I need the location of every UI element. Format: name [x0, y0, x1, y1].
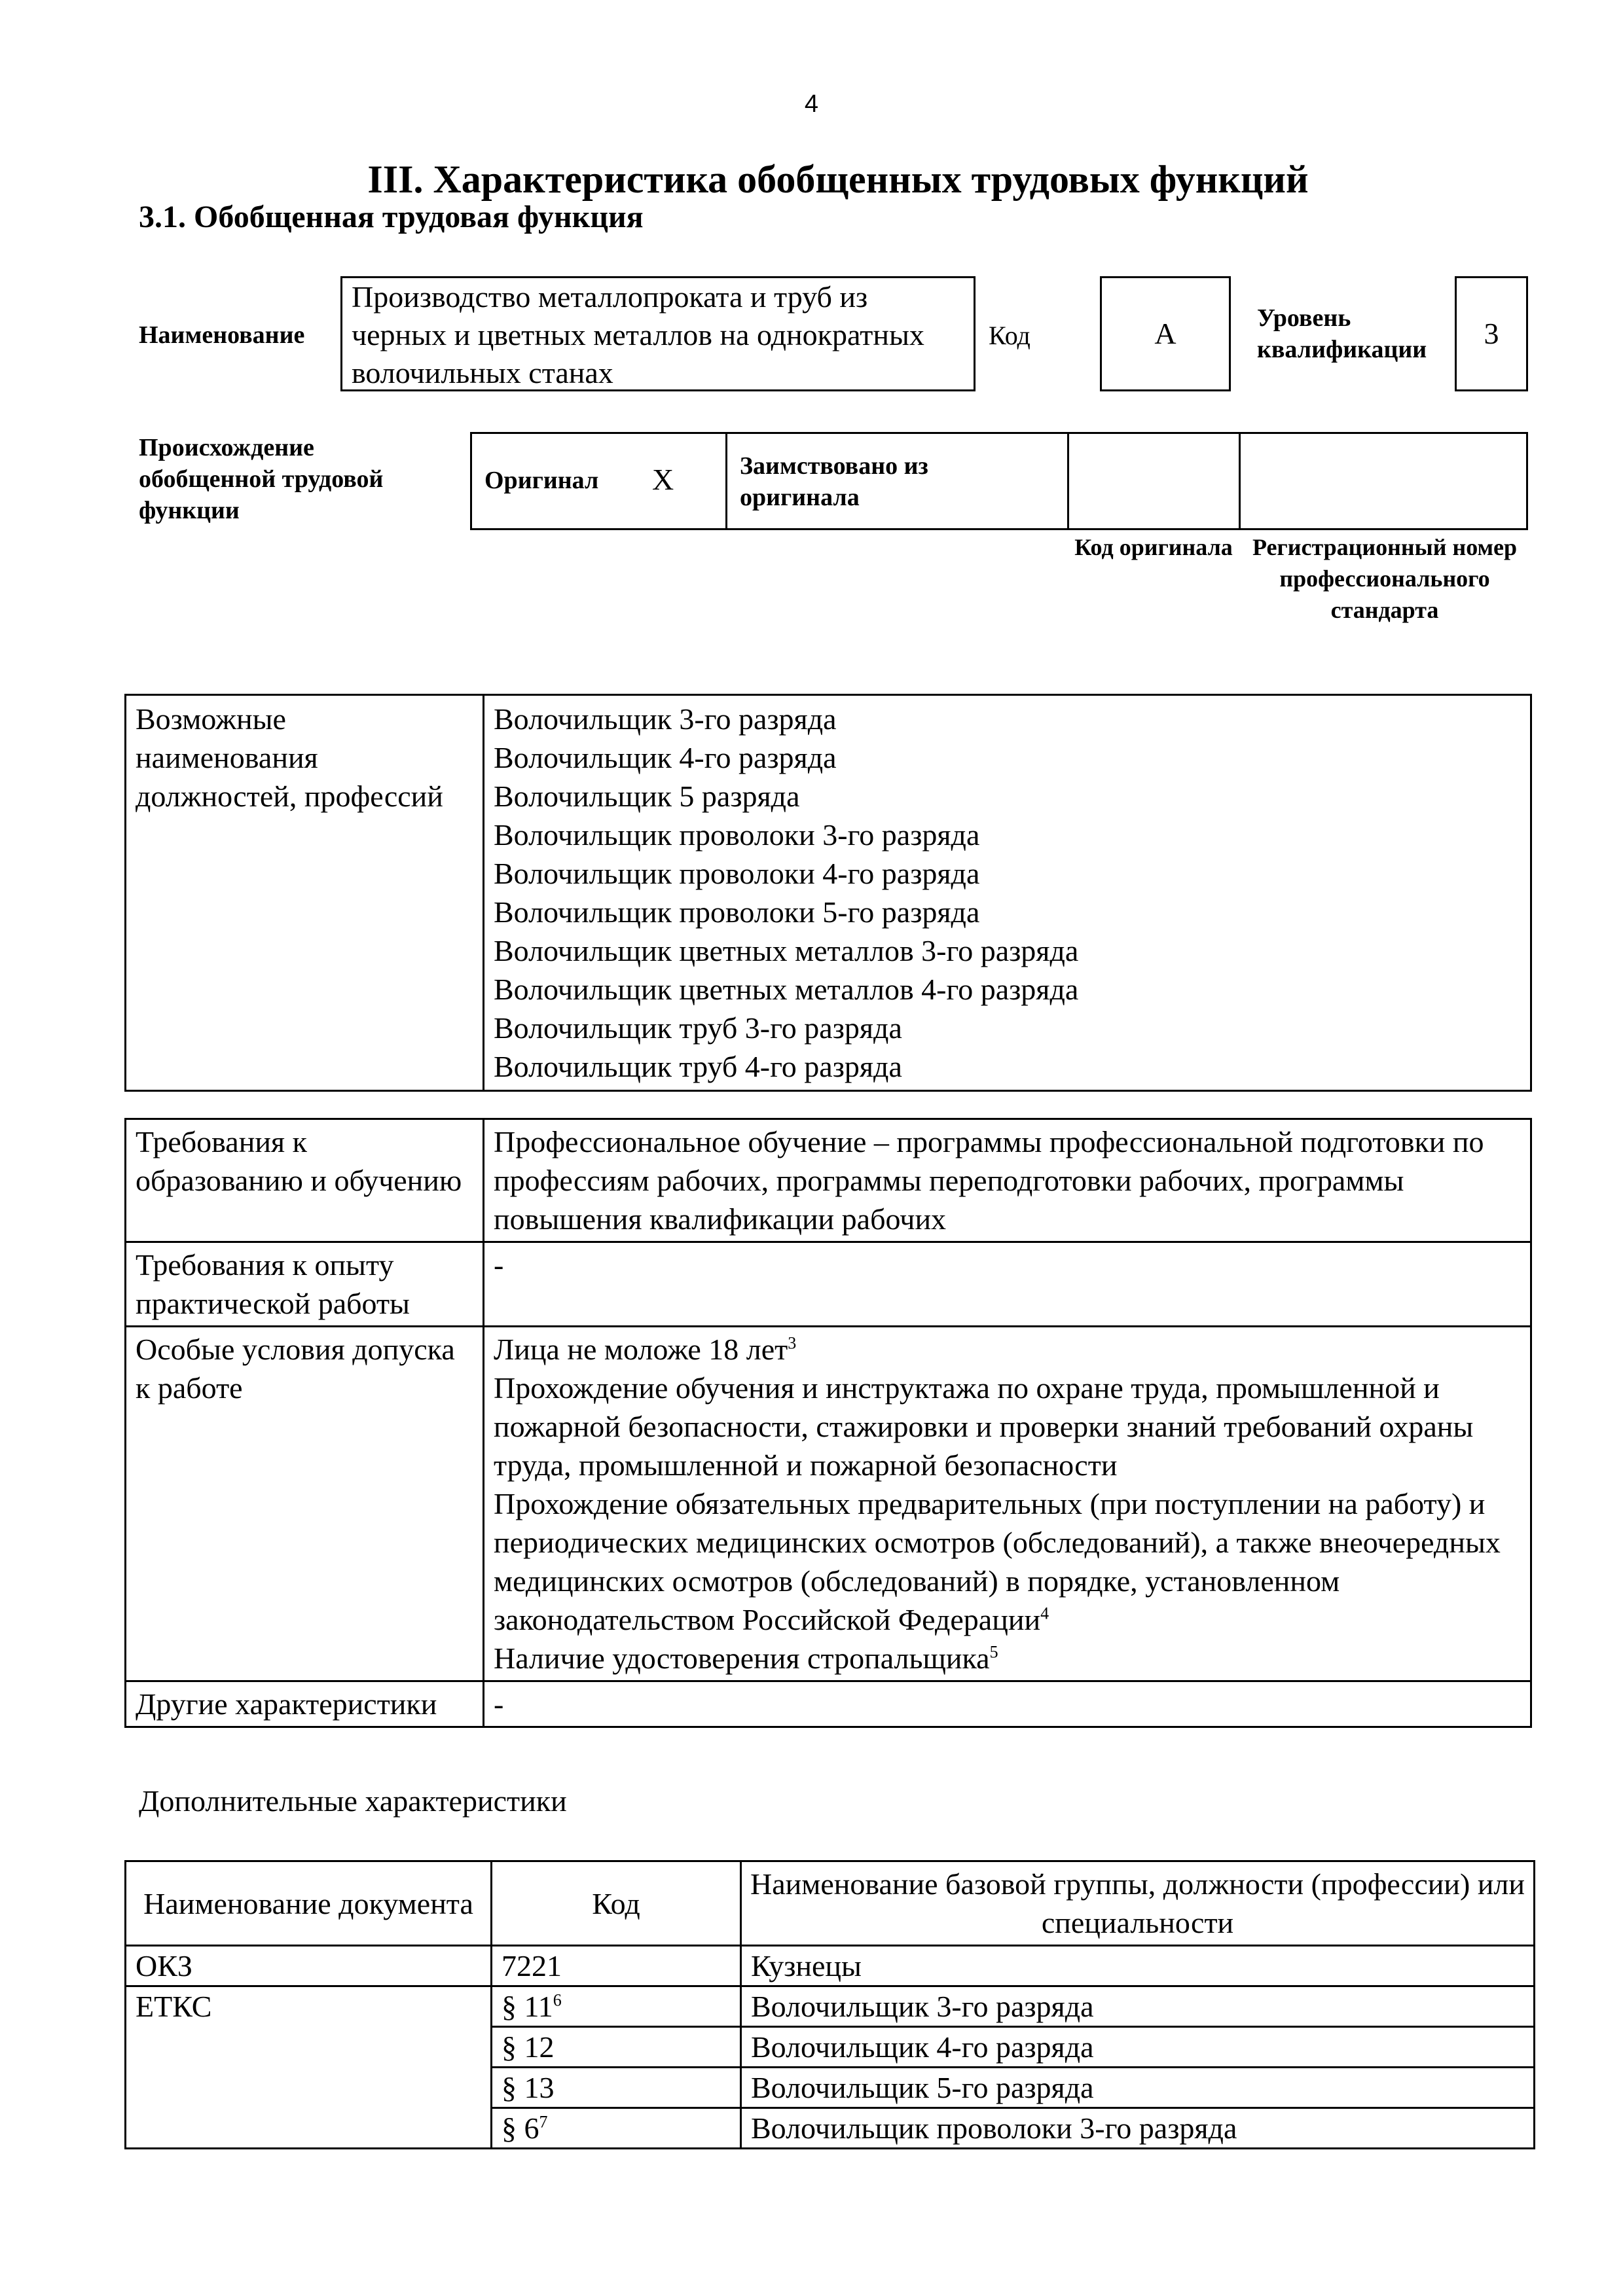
table-row	[126, 1681, 1531, 1727]
cell-code: § 13	[492, 2068, 741, 2108]
table-row	[126, 1242, 1531, 1327]
code-label: Код	[989, 321, 1030, 350]
header-name: Наименование базовой группы, должности (профессии) или специальности	[741, 1861, 1535, 1946]
name-value-box	[340, 276, 976, 391]
positions-label: Возможные наименования должностей, профессий	[126, 695, 484, 1091]
header-code: Код	[492, 1861, 741, 1946]
list-item: Волочильщик цветных металлов 4-го разряда	[494, 973, 1079, 1006]
reg-number-label: Регистрационный номер профессионального стандарта	[1252, 534, 1518, 623]
list-item: Волочильщик 3-го разряда	[494, 702, 837, 736]
original-label: Оригинал	[484, 467, 599, 494]
positions-table	[124, 694, 1532, 1092]
list-item: Волочильщик труб 3-го разряда	[494, 1011, 902, 1045]
cell-code: § $11^6$	[492, 1986, 741, 2027]
list-item: Прохождение обучения и инструктажа по охране труда, промышленной и пожарной безопасности, стажировки и проверки знаний требований охраны труда, промышленной и пожарной безопасности	[494, 1371, 1474, 1482]
experience-label: Требования к опыту практической работы	[126, 1242, 484, 1327]
conditions-list	[484, 1327, 1531, 1681]
table-row	[126, 1119, 1531, 1242]
original-mark: X	[652, 463, 674, 496]
origin-label: Происхождение обобщенной трудовой функции	[139, 434, 384, 524]
other-label: Другие характеристики	[126, 1681, 484, 1727]
table-row	[126, 1946, 1535, 1986]
additional-table	[124, 1860, 1535, 2149]
cell-name: Кузнецы	[741, 1946, 1535, 1986]
list-item: Волочильщик 5 разряда	[494, 780, 800, 813]
list-item: Волочильщик труб 4-го разряда	[494, 1050, 902, 1083]
other-value: -	[484, 1681, 1531, 1727]
level-label: Уровень квалификации	[1257, 304, 1427, 363]
cell-code: § 12	[492, 2027, 741, 2068]
cell-doc: ОКЗ	[126, 1946, 492, 1986]
list-item: Прохождение обязательных предварительных (при поступлении на работу) и периодических медицинских осмотров (обследований), а также внеочередных медицинских осмотров (обследований) в порядке, установленном законодательством Российской Федерации$^4$	[494, 1487, 1501, 1636]
page-number: 4	[804, 90, 819, 118]
experience-value: -	[484, 1242, 1531, 1327]
footnote-mark: 6	[553, 1990, 562, 2010]
code-original-label: Код оригинала	[1074, 534, 1233, 560]
origin-box	[470, 432, 1528, 530]
cell-name: Волочильщик 3-го разряда	[741, 1986, 1535, 2027]
name-label: Наименование	[139, 321, 305, 349]
list-item: Лица не моложе 18 лет$^3$	[494, 1333, 797, 1366]
table-header-row	[126, 1861, 1535, 1946]
cell-name: Волочильщик 4-го разряда	[741, 2027, 1535, 2068]
origin-divider-3	[1239, 432, 1241, 530]
footnote-mark: 7	[539, 2112, 548, 2132]
list-item: Наличие удостоверения стропальщика$^5$	[494, 1641, 998, 1675]
education-value: Профессиональное обучение – программы профессиональной подготовки по профессиям рабочих, программы переподготовки рабочих, программы повышения квалификации рабочих	[484, 1119, 1531, 1242]
conditions-label: Особые условия допуска к работе	[126, 1327, 484, 1681]
cell-name: Волочильщик проволоки 3-го разряда	[741, 2108, 1535, 2149]
additional-title: Дополнительные характеристики	[139, 1784, 567, 1818]
footnote-mark: 4	[1040, 1604, 1049, 1623]
table-row	[126, 1986, 1535, 2027]
footnote-mark: 3	[788, 1333, 797, 1353]
section-title: III. Характеристика обобщенных трудовых функций	[367, 158, 1309, 201]
origin-divider-1	[725, 432, 727, 530]
cell-code: § $6^7$	[492, 2108, 741, 2149]
list-item: Волочильщик проволоки 5-го разряда	[494, 895, 980, 929]
header-doc: Наименование документа	[126, 1861, 492, 1946]
education-label: Требования к образованию и обучению	[126, 1119, 484, 1242]
requirements-table	[124, 1118, 1532, 1728]
code-value: А	[1100, 276, 1231, 391]
footnote-mark: 5	[989, 1642, 998, 1662]
cell-doc: ЕТКС	[126, 1986, 492, 2149]
list-item: Волочильщик цветных металлов 3-го разряда	[494, 934, 1079, 967]
cell-name: Волочильщик 5-го разряда	[741, 2068, 1535, 2108]
name-value: Производство металлопроката и труб из черных и цветных металлов на однократных волочильных станах	[352, 280, 924, 389]
positions-list	[484, 695, 1531, 1091]
borrowed-label: Заимствовано из оригинала	[740, 452, 928, 511]
cell-code: 7221	[492, 1946, 741, 1986]
level-value: 3	[1455, 276, 1528, 391]
list-item: Волочильщик 4-го разряда	[494, 741, 837, 774]
origin-divider-2	[1067, 432, 1069, 530]
list-item: Волочильщик проволоки 4-го разряда	[494, 857, 980, 890]
subsection-title: 3.1. Обобщенная трудовая функция	[139, 200, 644, 234]
table-row	[126, 1327, 1531, 1681]
list-item: Волочильщик проволоки 3-го разряда	[494, 818, 980, 852]
